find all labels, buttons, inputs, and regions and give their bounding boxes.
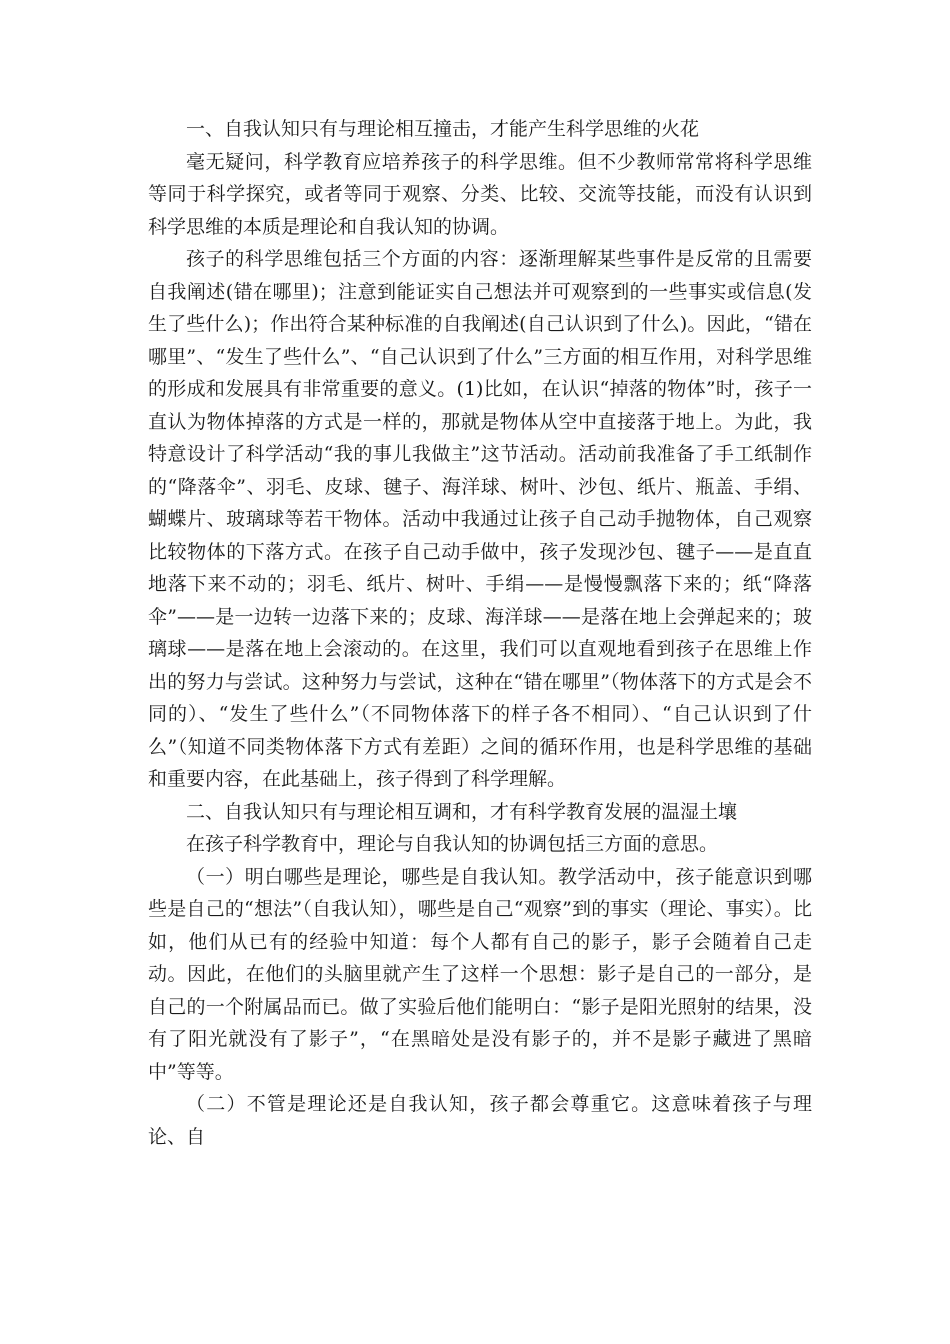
paragraph: 毫无疑问，科学教育应培养孩子的科学思维。但不少教师常常将科学思维等同于科学探究，或者等同于观察、分类、比较、交流等技能，而没有认识到科学思维的本质是理论和自我认知的协调。: [148, 150, 812, 238]
document-body: [148, 113, 812, 1153]
paragraph: （一）明白哪些是理论，哪些是自我认知。教学活动中，孩子能意识到哪些是自己的“想法”（自我认知），哪些是自己“观察”到的事实（理论、事实）。比如，他们从已有的经验中知道：每个人都有自己的影子，影子会随着自己走动。因此，在他们的头脑里就产生了这样一个思想：影子是自己的一部分，是自己的一个附属品而已。做了实验后他们能明白：“影子是阳光照射的结果，没有了阳光就没有了影子”，“在黑暗处是没有影子的，并不是影子藏进了黑暗中”等等。: [148, 865, 812, 1083]
section-heading-2: 二、自我认知只有与理论相互调和，才有科学教育发展的温湿土壤: [186, 800, 738, 823]
paragraph: 在孩子科学教育中，理论与自我认知的协调包括三方面的意思。: [186, 833, 719, 855]
section-heading-1: 一、自我认知只有与理论相互撞击，才能产生科学思维的火花: [186, 118, 700, 140]
paragraph: （二）不管是理论还是自我认知，孩子都会尊重它。这意味着孩子与理论、自: [148, 1093, 812, 1148]
paragraph: 孩子的科学思维包括三个方面的内容：逐渐理解某些事件是反常的且需要自我阐述(错在哪里)；注意到能证实自己想法并可观察到的一些事实或信息(发生了些什么)；作出符合某种标准的自我阐述(自己认识到了什么)。因此，“错在哪里”、“发生了些什么”、“自己认识到了什么”三方面的相互作用，对科学思维的形成和发展具有非常重要的意义。(1)比如，在认识“掉落的物体”时，孩子一直认为物体掉落的方式是一样的，那就是物体从空中直接落于地上。为此，我特意设计了科学活动“我的事儿我做主”这节活动。活动前我准备了手工纸制作的“降落伞”、羽毛、皮球、毽子、海洋球、树叶、沙包、纸片、瓶盖、手绢、蝴蝶片、玻璃球等若干物体。活动中我通过让孩子自己动手抛物体，自己观察比较物体的下落方式。在孩子自己动手做中，孩子发现沙包、毽子——是直直地落下来不动的；羽毛、纸片、树叶、手绢——是慢慢飘落下来的；纸“降落伞”——是一边转一边落下来的；皮球、海洋球——是落在地上会弹起来的；玻璃球——是落在地上会滚动的。在这里，我们可以直观地看到孩子在思维上作出的努力与尝试。这种努力与尝试，这种在“错在哪里”（物体落下的方式是会不同的）、“发生了些什么”（不同物体落下的样子各不相同）、“自己认识到了什么”（知道不同类物体落下方式有差距）之间的循环作用，也是科学思维的基础和重要内容，在此基础上，孩子得到了科学理解。: [148, 248, 812, 790]
